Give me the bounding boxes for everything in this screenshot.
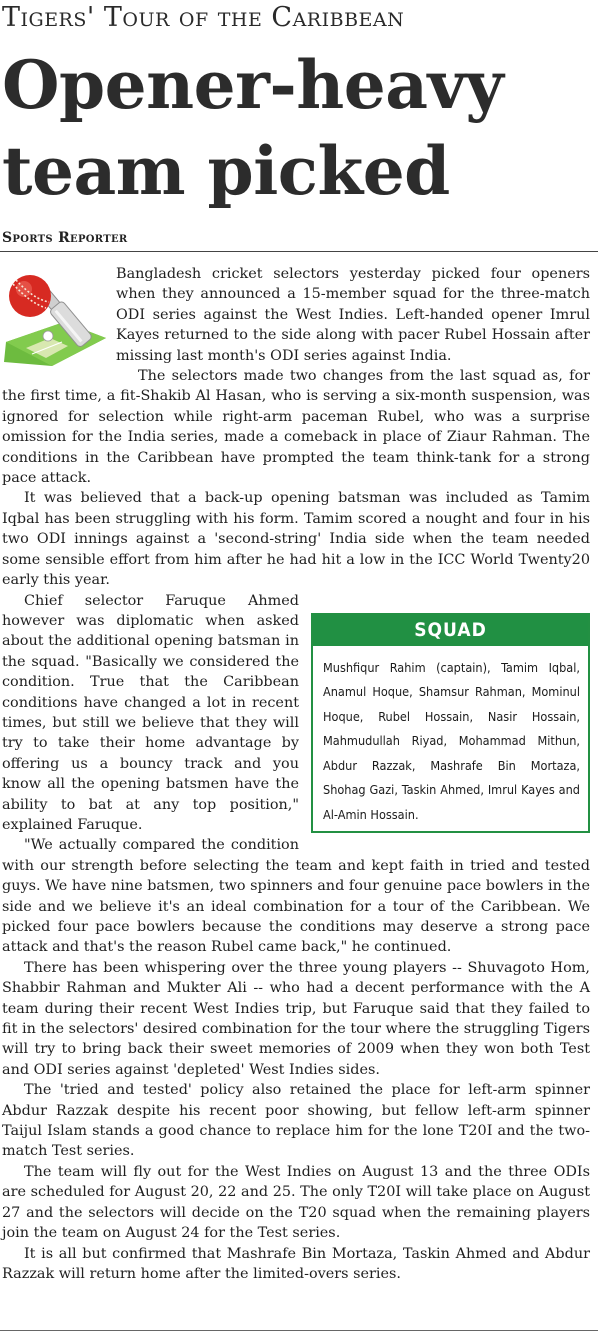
article-body — [2, 264, 590, 1284]
headline-line-1: Opener-heavy — [2, 46, 504, 124]
kicker: Tigers' Tour of the Caribbean — [2, 2, 405, 33]
paragraph-6: There has been whispering over the three young players -- Shuvagoto Hom, Shabbir Rahman and Mukter Ali -- who had a decent performance with the A team during their recent West Indies trip, but Faruque said that they failed to fit in the selectors' desired combination for the tour where the struggling Tigers will try to bring back their sweet memories of 2009 when they won both Test and ODI series against 'depleted' West Indies sides. — [2, 959, 590, 1078]
paragraph-7: The 'tried and tested' policy also retained the place for left-arm spinner Abdur Razzak despite his recent poor showing, but fellow left-arm spinner Taijul Islam stands a good chance to replace him for the lone T20I and the two-match Test series. — [2, 1082, 590, 1160]
paragraph-8: The team will fly out for the West Indies on August 13 and the three ODIs are scheduled for August 20, 22 and 25. The only T20I will take place on August 27 and the selectors will decide on the T20 squad when the remaining players join the team on August 24 for the Test series. — [2, 1163, 590, 1242]
byline: Sports Reporter — [2, 230, 128, 246]
squad-box — [311, 613, 590, 833]
headline-line-2: team picked — [2, 132, 450, 210]
squad-list: Mushfiqur Rahim (captain), Tamim Iqbal, Anamul Hoque, Shamsur Rahman, Mominul Hoque, Rubel Hossain, Nasir Hossain, Mahmudullah Riyad, Mohammad Mithun, Abdur Razzak, Mashrafe Bin Mortaza, Shohag Gazi, Taskin Ahmed, Imrul Kayes and Al-Amin Hossain. — [323, 659, 580, 822]
paragraph-9: It is all but confirmed that Mashrafe Bin Mortaza, Taskin Ahmed and Abdur Razzak will return home after the limited-overs series. — [2, 1245, 590, 1282]
headline — [2, 42, 503, 214]
paragraph-4: Chief selector Faruque Ahmed however was diplomatic when asked about the additional opening batsman in the squad. "Basically we considered the condition. True that the Caribbean conditions have changed a lot in recent times, but still we believe that they will try to take their home advantage by offering us a bouncy track and you know all the opening batsmen have the ability to bat at any top position," explained Faruque. — [2, 592, 299, 833]
paragraph-3: It was believed that a back-up opening batsman was included as Tamim Iqbal has been struggling with his form. Tamim scored a nought and four in his two ODI innings against a 'second-string' India side when the team needed some sensible effort from him after he had hit a low in the ICC World Twenty20 early this year. — [2, 490, 590, 589]
cricket-ball-and-bat-icon — [2, 264, 108, 368]
paragraph-5: "We actually compared the condition with our strength before selecting the team and kept faith in tried and tested guys. We have nine batsmen, two spinners and four genuine pace bowlers in the side and we believe it's an ideal combination for a tour of the Caribbean. We picked four pace bowlers because the conditions may deserve a strong pace attack and that's the reason Rubel came back," he continued. — [2, 837, 590, 956]
paragraph-2: The selectors made two changes from the last squad as, for the first time, a fit-Shakib Al Hasan, who is serving a six-month suspension, was ignored for selection while right-arm paceman Rubel, who was a surprise omission for the India series, made a comeback in place of Ziaur Rahman. The conditions in the Caribbean have prompted the team think-tank for a strong pace attack. — [2, 368, 590, 487]
bottom-divider — [0, 1330, 598, 1331]
paragraph-1: Bangladesh cricket selectors yesterday picked four openers when they announced a 15-member squad for the three-match ODI series against the West Indies. Left-handed opener Imrul Kayes returned to the side along with pacer Rubel Hossain after missing last month's ODI series against India. — [116, 266, 590, 364]
squad-heading: SQUAD — [313, 615, 588, 646]
byline-divider — [0, 251, 598, 252]
